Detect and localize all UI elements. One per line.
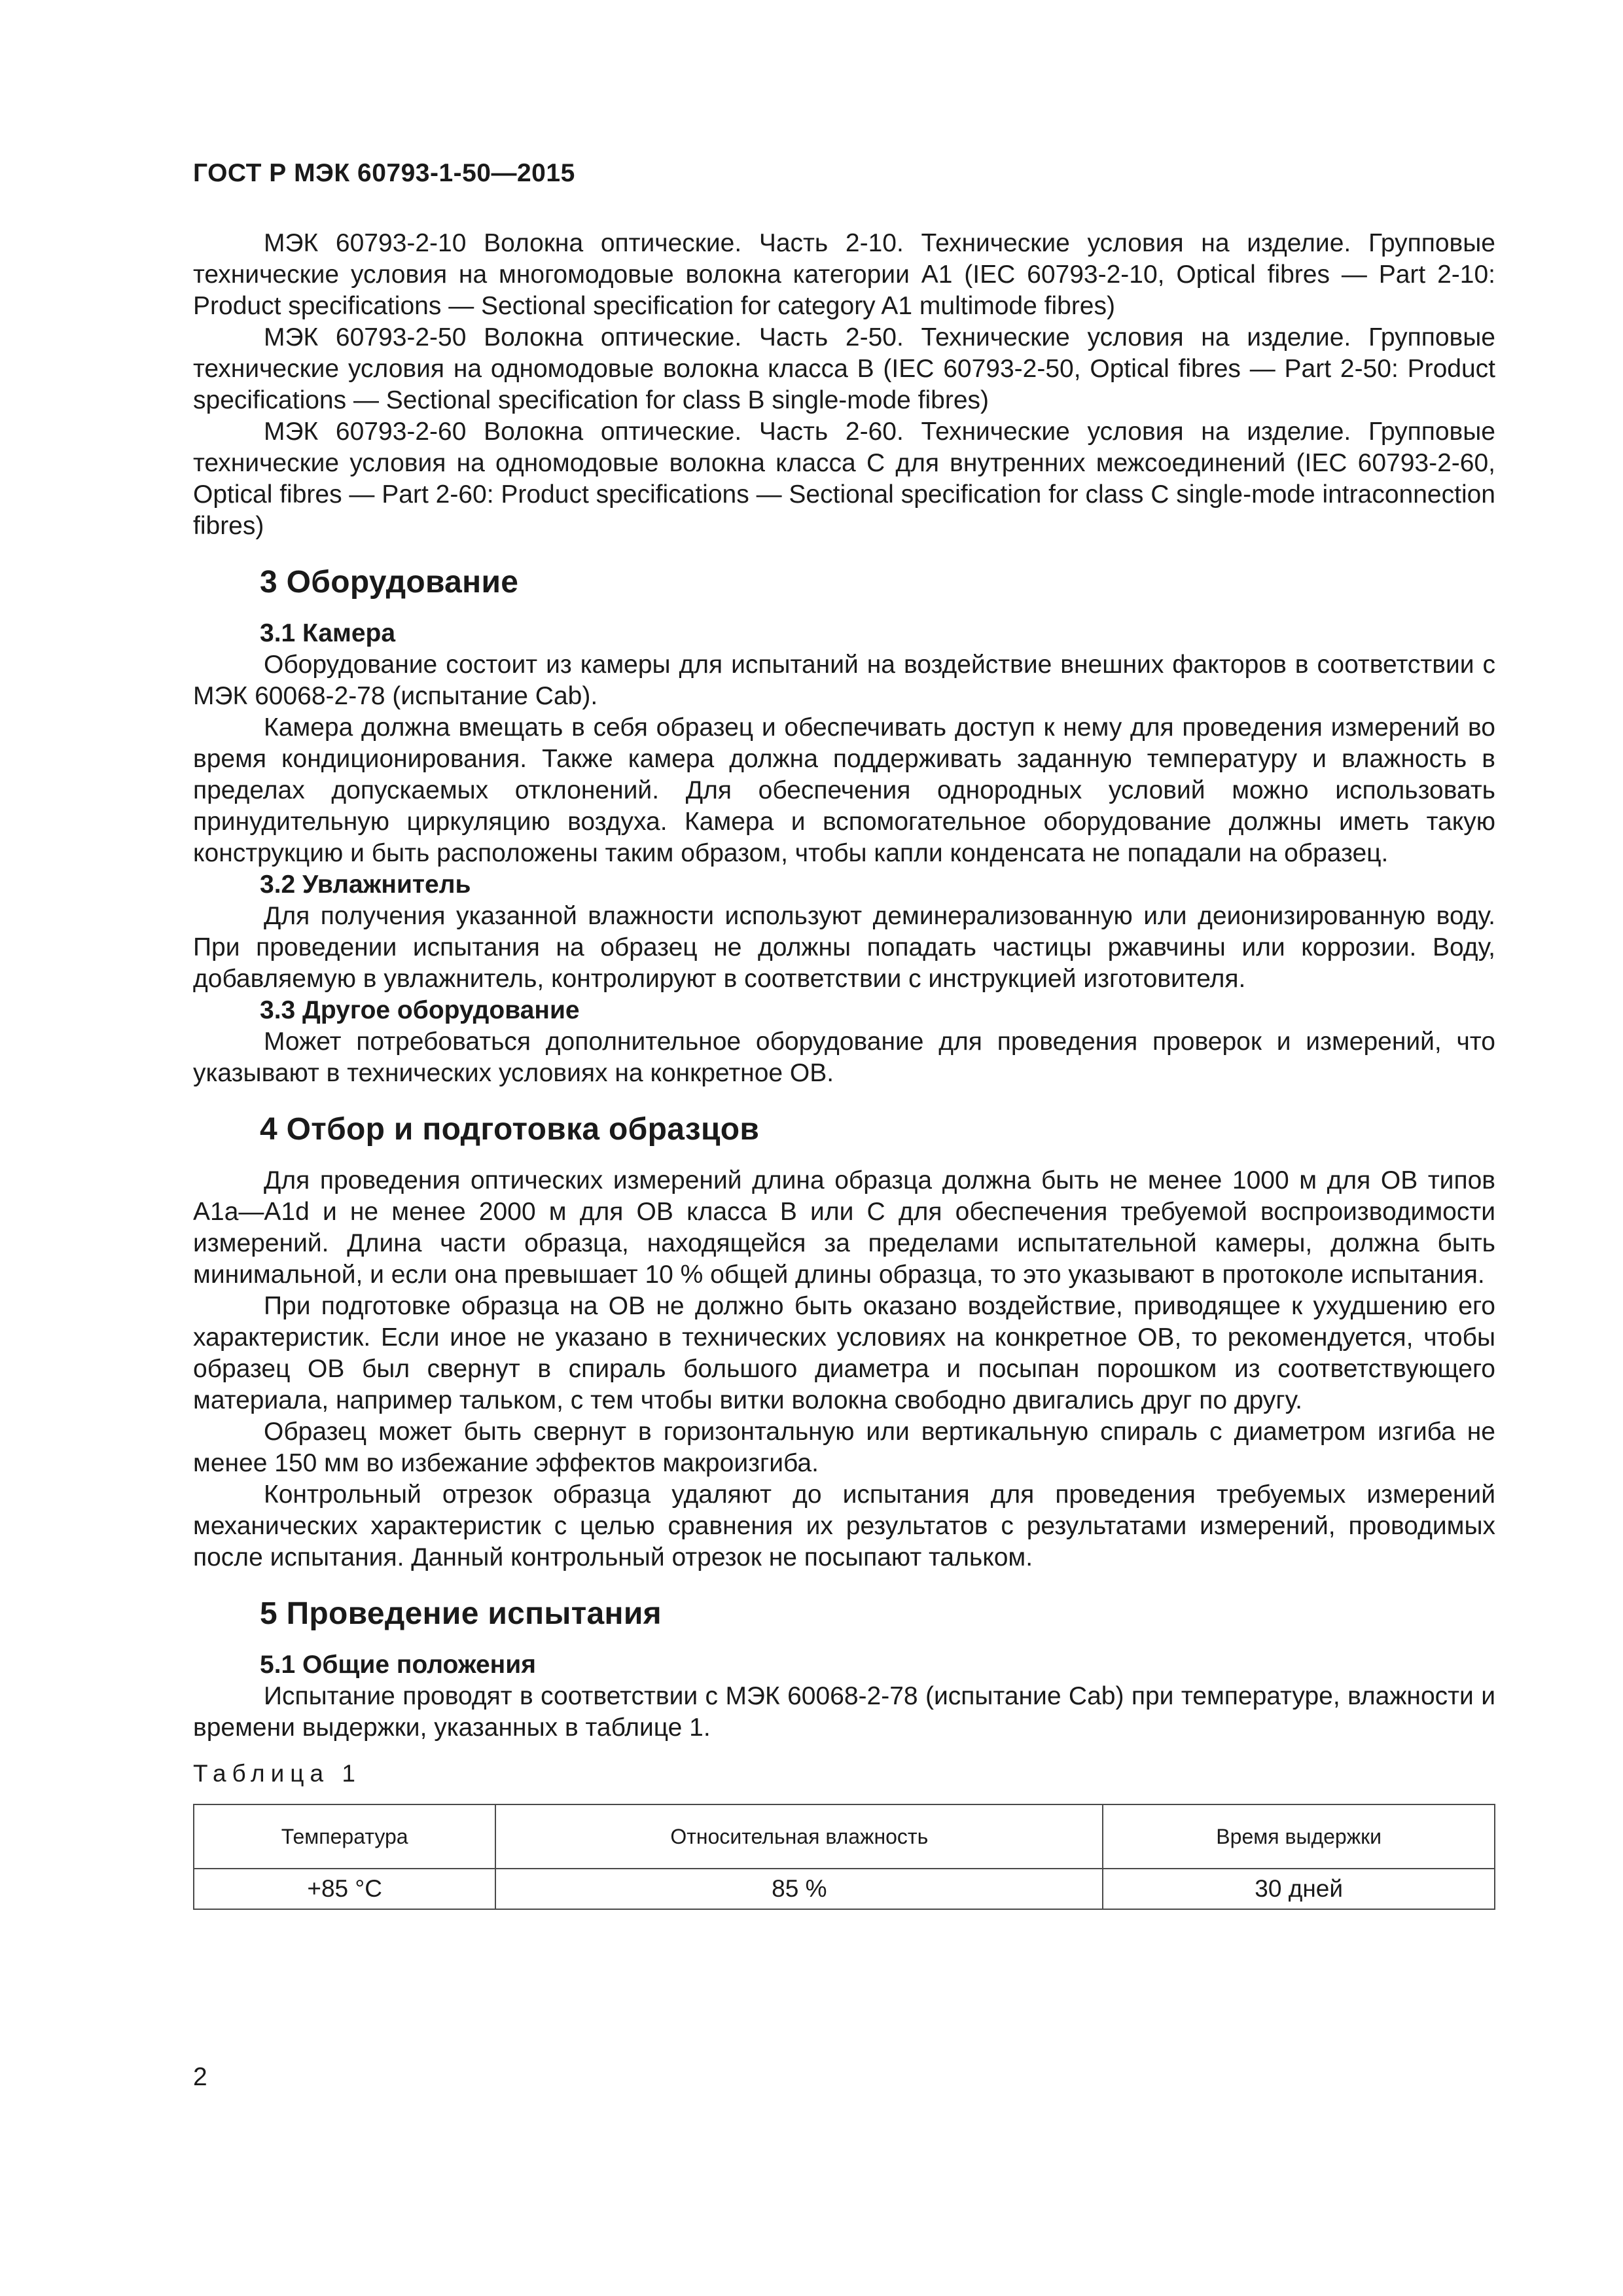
page-number: 2 — [193, 2063, 207, 2091]
body-paragraph: При подготовке образца на ОВ не должно быть оказано воздействие, приводящее к ухудшению его характеристик. Если иное не указано в технических условиях на конкретное ОВ, то рекомендуется, чтобы образец ОВ был свернут в спираль большого диаметра и посыпан порошком из соответствующего материала, например тальком, с тем чтобы витки волокна свободно двигались друг по другу. — [193, 1292, 1495, 1414]
table-header-cell: Время выдержки — [1103, 1804, 1495, 1869]
table-cell: +85 °С — [194, 1869, 495, 1909]
table-cell: 30 дней — [1103, 1869, 1495, 1909]
body-paragraph: Оборудование состоит из камеры для испытаний на воздействие внешних факторов в соответствии с МЭК 60068-2-78 (испытание Cab). — [193, 651, 1495, 710]
table-header-cell: Относительная влажность — [495, 1804, 1103, 1869]
section-heading-4: 4 Отбор и подготовка образцов — [260, 1112, 760, 1147]
body-paragraph: Образец может быть свернут в горизонтальную или вертикальную спираль с диаметром изгиба не менее 150 мм во избежание эффектов макроизгиба. — [193, 1418, 1495, 1477]
reference-paragraph: МЭК 60793-2-60 Волокна оптические. Часть 2-60. Технические условия на изделие. Групповые технические условия на одномодовые волокна класса С для внутренних межсоединений (IEC 60793-2-60, Optical fibres — Part 2-60: Product specifications — Sectional specification for class C single-mode intraconnection fibres) — [193, 418, 1495, 540]
table-header-cell: Температура — [194, 1804, 495, 1869]
subsection-heading-3-3: 3.3 Другое оборудование — [260, 996, 580, 1024]
body-paragraph: Контрольный отрезок образца удаляют до испытания для проведения требуемых измерений механических характеристик с целью сравнения их результатов с результатами измерений, проводимых после испытания. Данный контрольный отрезок не посыпают тальком. — [193, 1480, 1495, 1571]
subsection-heading-5-1: 5.1 Общие положения — [260, 1651, 536, 1679]
table-caption: Таблица 1 — [193, 1760, 361, 1787]
body-paragraph: Камера должна вмещать в себя образец и обеспечивать доступ к нему для проведения измерений во время кондиционирования. Также камера должна поддерживать заданную температуру и влажность в пределах допускаемых отклонений. Для обеспечения однородных условий можно использовать принудительную циркуляцию воздуха. Камера и вспомогательное оборудование должны иметь такую конструкцию и быть расположены таким образом, чтобы капли конденсата не попадали на образец. — [193, 713, 1495, 867]
body-paragraph: Может потребоваться дополнительное оборудование для проведения проверок и измерений, что указывают в технических условиях на конкретное ОВ. — [193, 1028, 1495, 1087]
subsection-heading-3-2: 3.2 Увлажнитель — [260, 870, 471, 899]
body-paragraph: Для получения указанной влажности используют деминерализованную или деионизированную воду. При проведении испытания на образец не должны попадать частицы ржавчины или коррозии. Воду, добавляемую в увлажнитель, контролируют в соответствии с инструкцией изготовителя. — [193, 902, 1495, 993]
table-cell: 85 % — [495, 1869, 1103, 1909]
reference-paragraph: МЭК 60793-2-10 Волокна оптические. Часть 2-10. Технические условия на изделие. Групповые технические условия на многомодовые волокна категории А1 (IEC 60793-2-10, Optical fibres — Part 2-10: Product specifications — Sectional specification for category A1 multimode fibres) — [193, 229, 1495, 320]
body-paragraph: Испытание проводят в соответствии с МЭК 60068-2-78 (испытание Cab) при температуре, влажности и времени выдержки, указанных в таблице 1. — [193, 1682, 1495, 1742]
standard-header: ГОСТ Р МЭК 60793-1-50—2015 — [193, 159, 575, 187]
table-header-row — [194, 1804, 1495, 1869]
body-paragraph: Для проведения оптических измерений длина образца должна быть не менее 1000 м для ОВ типов A1a—A1d и не менее 2000 м для ОВ класса В или С для обеспечения требуемой воспроизводимости измерений. Длина части образца, находящейся за пределами испытательной камеры, должна быть минимальной, и если она превышает 10 % общей длины образца, то это указывают в протоколе испытания. — [193, 1166, 1495, 1289]
section-heading-5: 5 Проведение испытания — [260, 1596, 662, 1631]
subsection-heading-3-1: 3.1 Камера — [260, 619, 396, 647]
section-heading-3: 3 Оборудование — [260, 565, 519, 600]
table-1 — [193, 1804, 1495, 1910]
table-row — [194, 1869, 1495, 1909]
reference-paragraph: МЭК 60793-2-50 Волокна оптические. Часть 2-50. Технические условия на изделие. Групповые технические условия на одномодовые волокна класса В (IEC 60793-2-50, Optical fibres — Part 2-50: Product specifications — Sectional specification for class B single-mode fibres) — [193, 323, 1495, 414]
page-content — [193, 228, 1495, 1910]
